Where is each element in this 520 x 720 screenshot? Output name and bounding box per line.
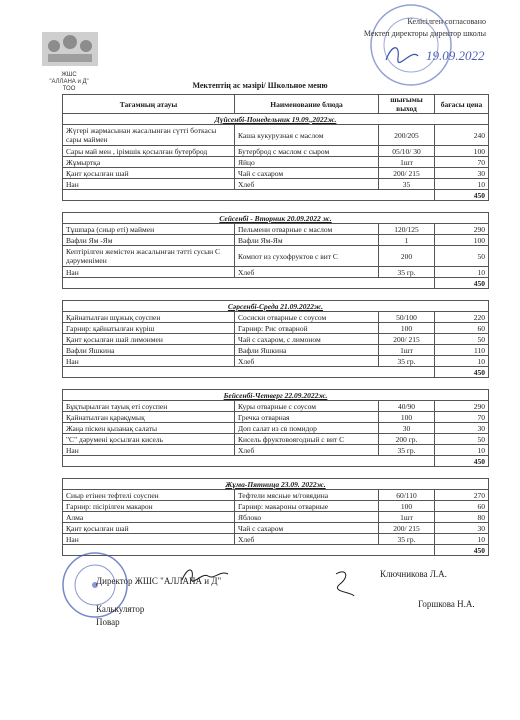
dish-name-ru: Пельмени отварные с маслом xyxy=(235,224,379,235)
dish-name-kz: Бұқтырылған тауық еті соуспен xyxy=(63,401,235,412)
dish-output: 100 xyxy=(379,501,435,512)
total-spacer xyxy=(63,190,435,201)
dish-name-ru: Вафли Яшкина xyxy=(235,345,379,356)
menu-item-row xyxy=(63,179,489,190)
menu-item-row xyxy=(63,423,489,434)
cook-signature xyxy=(330,566,360,600)
dish-name-ru: Чай с сахаром xyxy=(235,523,379,534)
director-signature xyxy=(178,562,238,590)
dish-name-kz: Нан xyxy=(63,534,235,545)
dish-price: 50 xyxy=(435,434,489,445)
director-name: Ключникова Л.А. xyxy=(380,569,447,579)
dish-name-ru: Хлеб xyxy=(235,445,379,456)
dish-name-kz: Гарнир: пісірілген макарон xyxy=(63,501,235,512)
dish-name-kz: Қант қосылған шай лимонмен xyxy=(63,334,235,345)
dish-output: 35 xyxy=(379,179,435,190)
dish-output: 1шт xyxy=(379,157,435,168)
dish-output: 35 гр. xyxy=(379,534,435,545)
spacer-cell xyxy=(63,201,489,213)
day-total-row xyxy=(63,456,489,467)
dish-output: 200/ 215 xyxy=(379,523,435,534)
dish-name-kz: Нан xyxy=(63,356,235,367)
dish-price: 100 xyxy=(435,146,489,157)
dish-name-ru: Бутерброд с маслом с сыром xyxy=(235,146,379,157)
dish-name-kz: Жүгері жармасынан жасалынған сүтті боткасы сары маймен xyxy=(63,125,235,146)
accountant-label: Калькулятор xyxy=(96,604,145,614)
dish-name-kz: Гарнир: қайнатылған күріш xyxy=(63,323,235,334)
day-title: Бейсенбі-Четверг 22.09.2022ж. xyxy=(63,390,489,401)
menu-item-row xyxy=(63,267,489,278)
day-header-row xyxy=(63,301,489,312)
day-header-row xyxy=(63,213,489,224)
director-label: Директор ЖШС "АЛЛАНА и Д" xyxy=(96,576,222,586)
dish-output: 200 гр. xyxy=(379,434,435,445)
day-total: 450 xyxy=(435,278,489,289)
logo-caption-line: ТОО xyxy=(62,86,76,92)
day-header-row xyxy=(63,390,489,401)
dish-name-ru: Вафли Ям-Ям xyxy=(235,235,379,246)
day-total: 450 xyxy=(435,545,489,556)
dish-name-kz: Қайнатылған қарақұмық xyxy=(63,412,235,423)
dish-name-ru: Гарнир: Рис отварной xyxy=(235,323,379,334)
dish-output: 100 xyxy=(379,323,435,334)
dish-name-ru: Кисель фруктовоягодный с вит С xyxy=(235,434,379,445)
menu-item-row xyxy=(63,356,489,367)
cook-label: Повар xyxy=(96,617,120,627)
approval-date: 19.09.2022 xyxy=(426,48,485,63)
menu-item-row xyxy=(63,434,489,445)
dish-price: 10 xyxy=(435,534,489,545)
dish-price: 100 xyxy=(435,235,489,246)
header-name-ru: Наименование блюда xyxy=(235,95,379,114)
dish-name-ru: Каша кукурузная с маслом xyxy=(235,125,379,146)
menu-item-row xyxy=(63,146,489,157)
menu-item-row xyxy=(63,401,489,412)
approval-line: Мектеп директоры директор школы xyxy=(363,29,486,38)
header-name-kz: Тағамның атауы xyxy=(63,95,235,114)
dish-output: 50/100 xyxy=(379,312,435,323)
menu-item-row xyxy=(63,157,489,168)
spacer-row xyxy=(63,467,489,479)
dish-price: 240 xyxy=(435,125,489,146)
total-spacer xyxy=(63,367,435,378)
menu-item-row xyxy=(63,445,489,456)
spacer-cell xyxy=(63,467,489,479)
approval-signature xyxy=(378,40,488,70)
dish-price: 10 xyxy=(435,445,489,456)
menu-item-row xyxy=(63,235,489,246)
dish-price: 10 xyxy=(435,179,489,190)
dish-price: 220 xyxy=(435,312,489,323)
logo-caption-line: "АЛЛАНА и Д" xyxy=(49,79,89,85)
table-header-row xyxy=(63,95,489,114)
day-title: Сәрсенбі-Среда 21.09.2022ж. xyxy=(63,301,489,312)
day-title: Дүйсенбі-Понедельник 19.09.,2022ж. xyxy=(63,114,489,125)
menu-item-row xyxy=(63,312,489,323)
menu-item-row xyxy=(63,224,489,235)
dish-price: 60 xyxy=(435,323,489,334)
menu-item-row xyxy=(63,168,489,179)
dish-price: 50 xyxy=(435,334,489,345)
menu-item-row xyxy=(63,501,489,512)
dish-name-ru: Тефтели мясные м/говядина xyxy=(235,490,379,501)
approval-line: Келісілген согласовано xyxy=(407,17,486,26)
day-header-row xyxy=(63,114,489,125)
dish-name-ru: Компот из сухофруктов с вит С xyxy=(235,246,379,267)
day-header-row xyxy=(63,479,489,490)
dish-name-kz: Нан xyxy=(63,445,235,456)
menu-item-row xyxy=(63,345,489,356)
spacer-cell xyxy=(63,289,489,301)
menu-table xyxy=(62,94,489,556)
dish-name-ru: Чай с сахаром xyxy=(235,168,379,179)
day-total-row xyxy=(63,190,489,201)
dish-name-ru: Хлеб xyxy=(235,356,379,367)
spacer-row xyxy=(63,201,489,213)
dish-price: 50 xyxy=(435,246,489,267)
menu-item-row xyxy=(63,523,489,534)
dish-output: 200/205 xyxy=(379,125,435,146)
dish-output: 120/125 xyxy=(379,224,435,235)
dish-name-kz: Тұшпара (сиыр еті) маймен xyxy=(63,224,235,235)
dish-output: 200 xyxy=(379,246,435,267)
dish-name-ru: Хлеб xyxy=(235,179,379,190)
day-total-row xyxy=(63,278,489,289)
menu-item-row xyxy=(63,512,489,523)
dish-price: 110 xyxy=(435,345,489,356)
dish-name-kz: Жаңа піскен қызанақ салаты xyxy=(63,423,235,434)
dish-output: 35 гр. xyxy=(379,356,435,367)
day-title: Сейсенбі - Вторник 20.09.2022 ж. xyxy=(63,213,489,224)
dish-name-kz: Сары май мен , ірімшік қосылған бутерброд xyxy=(63,146,235,157)
dish-output: 60/110 xyxy=(379,490,435,501)
dish-output: 1 xyxy=(379,235,435,246)
dish-output: 40/90 xyxy=(379,401,435,412)
dish-name-ru: Куры отварные с соусом xyxy=(235,401,379,412)
header-output: шығымы выход xyxy=(379,95,435,114)
dish-name-ru: Хлеб xyxy=(235,267,379,278)
dish-name-kz: Кептірілген жемістен жасалынған тәтті сусын С дәруменімен xyxy=(63,246,235,267)
dish-name-ru: Чай с сахаром, с лимоном xyxy=(235,334,379,345)
dish-name-ru: Яблоко xyxy=(235,512,379,523)
dish-name-kz: Қант қосылған шай xyxy=(63,523,235,534)
logo-caption-line: ЖШС xyxy=(61,72,77,78)
dish-price: 10 xyxy=(435,356,489,367)
spacer-row xyxy=(63,378,489,390)
spacer-cell xyxy=(63,378,489,390)
dish-price: 80 xyxy=(435,512,489,523)
dish-name-kz: Вафли Яшкина xyxy=(63,345,235,356)
dish-output: 100 xyxy=(379,412,435,423)
dish-name-ru: Хлеб xyxy=(235,534,379,545)
spacer-row xyxy=(63,289,489,301)
dish-price: 270 xyxy=(435,490,489,501)
cook-name: Горшкова Н.А. xyxy=(418,599,475,609)
dish-name-kz: Алма xyxy=(63,512,235,523)
dish-output: 30 xyxy=(379,423,435,434)
day-total: 450 xyxy=(435,456,489,467)
dish-name-kz: Жұмыртқа xyxy=(63,157,235,168)
day-total: 450 xyxy=(435,367,489,378)
day-title: Жұма-Пятница 23.09. 2022ж. xyxy=(63,479,489,490)
dish-price: 10 xyxy=(435,267,489,278)
menu-item-row xyxy=(63,334,489,345)
dish-output: 1шт xyxy=(379,345,435,356)
dish-output: 05/10/ 30 xyxy=(379,146,435,157)
dish-output: 1шт xyxy=(379,512,435,523)
dish-output: 200/ 215 xyxy=(379,168,435,179)
total-spacer xyxy=(63,278,435,289)
dish-name-ru: Гречка отварная xyxy=(235,412,379,423)
dish-name-kz: Сиыр етінен тефтелі соуспен xyxy=(63,490,235,501)
day-total: 450 xyxy=(435,190,489,201)
dish-name-ru: Гарнир: макароны отварные xyxy=(235,501,379,512)
menu-item-row xyxy=(63,490,489,501)
menu-item-row xyxy=(63,323,489,334)
menu-item-row xyxy=(63,246,489,267)
dish-name-kz: Қайнатылған шұжық соуспен xyxy=(63,312,235,323)
menu-body xyxy=(63,114,489,556)
dish-price: 30 xyxy=(435,423,489,434)
day-total-row xyxy=(63,367,489,378)
dish-name-kz: Нан xyxy=(63,267,235,278)
dish-price: 70 xyxy=(435,412,489,423)
page-title: Мектептің ас мәзірі/ Школьное меню xyxy=(192,81,328,90)
dish-output: 200/ 215 xyxy=(379,334,435,345)
dish-price: 70 xyxy=(435,157,489,168)
dish-output: 35 гр. xyxy=(379,267,435,278)
approval-block xyxy=(364,17,486,39)
menu-item-row xyxy=(63,412,489,423)
total-spacer xyxy=(63,456,435,467)
dish-name-kz: Вафли Ям -Ям xyxy=(63,235,235,246)
dish-output: 35 гр. xyxy=(379,445,435,456)
dish-name-kz: Қант қосылған шай xyxy=(63,168,235,179)
dish-name-ru: Доп салат из св помидор xyxy=(235,423,379,434)
dish-name-ru: Яйцо xyxy=(235,157,379,168)
dish-name-kz: Нан xyxy=(63,179,235,190)
dish-name-kz: "С" дәрумені қосылған кисель xyxy=(63,434,235,445)
dish-price: 30 xyxy=(435,168,489,179)
dish-name-ru: Сосиски отварные с соусом xyxy=(235,312,379,323)
dish-price: 60 xyxy=(435,501,489,512)
menu-item-row xyxy=(63,125,489,146)
dish-price: 290 xyxy=(435,224,489,235)
header-price: бағасы цена xyxy=(435,95,489,114)
dish-price: 290 xyxy=(435,401,489,412)
menu-item-row xyxy=(63,534,489,545)
dish-price: 30 xyxy=(435,523,489,534)
